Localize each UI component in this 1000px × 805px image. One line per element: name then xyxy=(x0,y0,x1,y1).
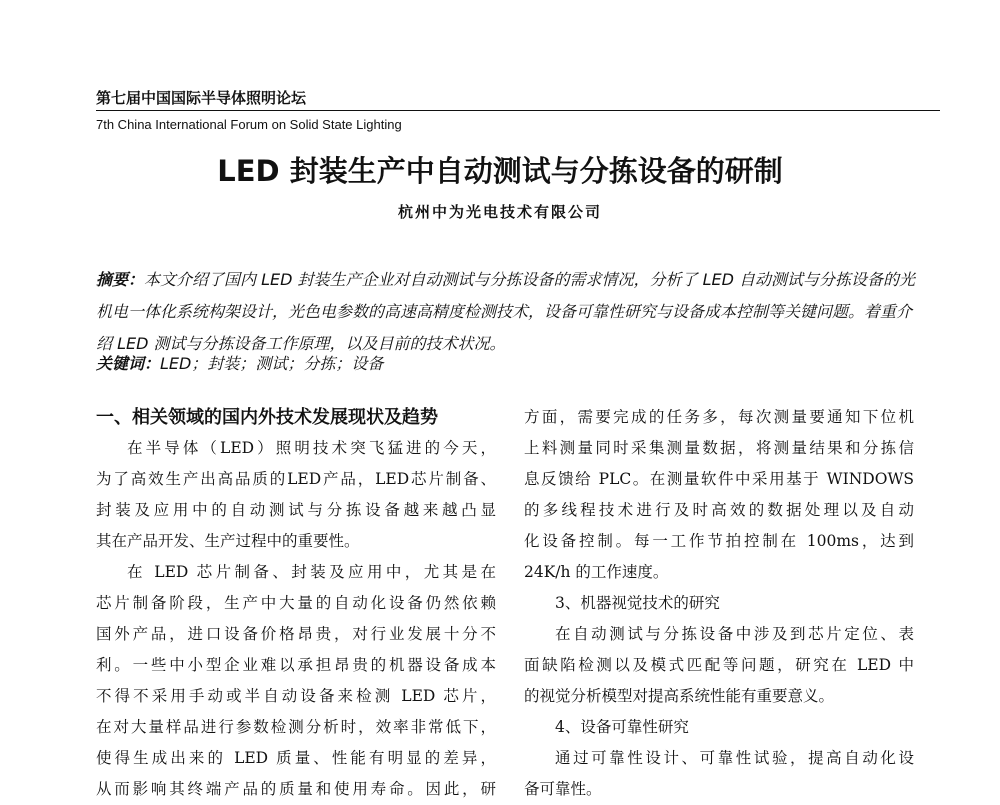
paragraph-line: 通过可靠性设计、可靠性试验，提高自动化设 xyxy=(555,749,914,767)
paragraph-line: 利。一些中小型企业难以承担昂贵的机器设备成本 xyxy=(96,656,496,674)
paragraph-line: 从而影响其终端产品的质量和使用寿命。因此，研 xyxy=(96,780,496,798)
paragraph-line: 面缺陷检测以及模式匹配等问题，研究在 LED 中 xyxy=(524,656,914,674)
left-column xyxy=(96,402,496,805)
paper-title: LED 封装生产中自动测试与分拣设备的研制 xyxy=(217,154,783,188)
subsection-heading-3: 3、机器视觉技术的研究 xyxy=(555,594,720,612)
paragraph-line: 在 LED 芯片制备、封装及应用中，尤其是在 xyxy=(127,563,496,581)
paragraph-line: 使得生成出来的 LED 质量、性能有明显的差异， xyxy=(96,749,496,767)
paragraph-line: 为了高效生产出高品质的LED产品，LED芯片制备、 xyxy=(96,470,496,488)
keywords-text: LED；封装；测试；分拣；设备 xyxy=(160,354,384,373)
section-heading: 一、相关领域的国内外技术发展现状及趋势 xyxy=(96,407,438,428)
paragraph-line: 封装及应用中的自动测试与分拣设备越来越凸显 xyxy=(96,501,496,519)
abstract-label: 摘要： xyxy=(96,270,145,289)
keywords-label: 关键词： xyxy=(96,354,161,373)
paragraph-line: 息反馈给 PLC。在测量软件中采用基于 WINDOWS xyxy=(524,470,914,488)
running-header-chinese: 第七届中国国际半导体照明论坛 xyxy=(96,89,307,107)
paragraph-line: 化设备控制。每一工作节拍控制在 100ms，达到 xyxy=(524,532,914,550)
abstract-text: 本文介绍了国内 LED 封装生产企业对自动测试与分拣设备的需求情况，分析了 LED 自动测试与分拣设备的光机电一体化系统构架设计，光色电参数的高速高精度检测技术，设备可靠性研究与设备成本控制等关键问题。着重介绍 LED 测试与分拣设备工作原理，以及目前的技术状况。 xyxy=(96,270,916,353)
paragraph-line: 备可靠性。 xyxy=(524,780,602,798)
running-header-english: 7th China International Forum on Solid State Lighting xyxy=(96,117,402,132)
paragraph-line: 上料测量同时采集测量数据，将测量结果和分拣信 xyxy=(524,439,914,457)
paragraph-line: 方面，需要完成的任务多，每次测量要通知下位机 xyxy=(524,408,914,426)
keywords xyxy=(96,352,916,376)
paragraph-line: 24K/h 的工作速度。 xyxy=(524,563,669,581)
paragraph-line: 在半导体（LED）照明技术突飞猛进的今天， xyxy=(127,439,496,457)
paragraph-line: 在自动测试与分拣设备中涉及到芯片定位、表 xyxy=(555,625,914,643)
paragraph-line: 的视觉分析模型对提高系统性能有重要意义。 xyxy=(524,687,835,705)
paragraph-line: 其在产品开发、生产过程中的重要性。 xyxy=(96,532,360,550)
paragraph-line: 国外产品，进口设备价格昂贵，对行业发展十分不 xyxy=(96,625,496,643)
header-rule xyxy=(96,110,940,111)
author-affiliation: 杭州中为光电技术有限公司 xyxy=(397,203,602,221)
subsection-heading-4: 4、设备可靠性研究 xyxy=(555,718,689,736)
paragraph-line: 芯片制备阶段，生产中大量的自动化设备仍然依赖 xyxy=(96,594,496,612)
paragraph-line: 在对大量样品进行参数检测分析时，效率非常低下， xyxy=(96,718,496,736)
right-column xyxy=(524,402,914,805)
paragraph-line: 不得不采用手动或半自动设备来检测 LED 芯片， xyxy=(96,687,496,705)
paragraph-line: 的多线程技术进行及时高效的数据处理以及自动 xyxy=(524,501,914,519)
abstract xyxy=(96,264,916,360)
